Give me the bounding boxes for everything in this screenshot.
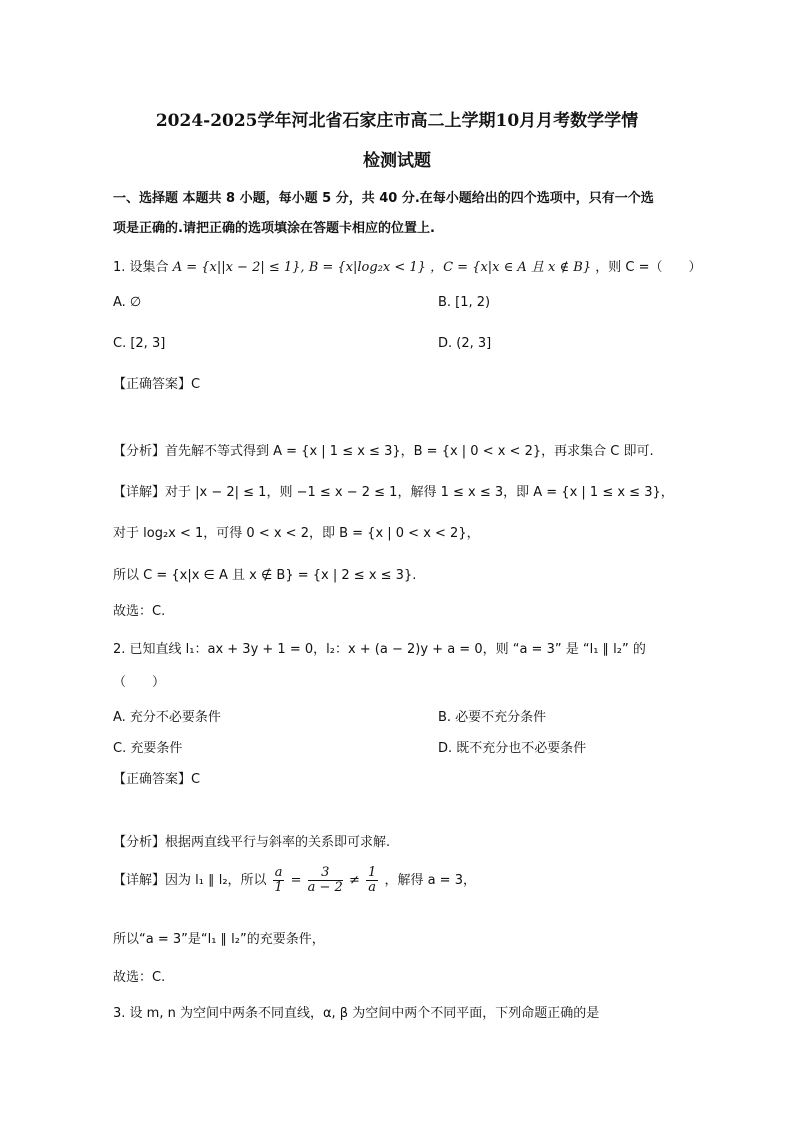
question-1-option-c: C. [2, 3] (113, 336, 166, 351)
fraction-denominator: a − 2 (307, 880, 343, 895)
question-2-option-a: A. 充分不必要条件 (113, 710, 221, 725)
detail-1-suffix: ，解得 a = 3， (384, 873, 476, 888)
question-1-option-d: D. (2, 3] (438, 336, 492, 351)
fraction-numerator: 3 (308, 866, 343, 881)
question-3-stem: 3. 设 m, n 为空间中两条不同直线，α, β 为空间中两个不同平面，下列命题正确的是 (113, 1006, 600, 1021)
question-1-set-c: ，C = {x|x ∈ A 且 x ∉ B} (430, 260, 592, 275)
question-1-conclusion: 故选：C. (113, 604, 166, 619)
fraction-numerator: 1 (368, 865, 377, 880)
page-title-line1: 2024-2025学年河北省石家庄市高二上学期10月月考数学学情 (155, 111, 639, 131)
equals-sign: = (290, 873, 302, 888)
question-1-option-a: A. ∅ (113, 295, 142, 310)
fraction-denominator: 1 (274, 880, 283, 895)
question-1-detail-2: 对于 log₂x < 1，可得 0 < x < 2，即 B = {x | 0 < x < 2}， (113, 526, 480, 541)
section-heading-cont: 项是正确的.请把正确的选项填涂在答题卡相应的位置上. (113, 221, 435, 236)
question-1-sets-ab: A = {x||x − 2| ≤ 1}, B = {x|log₂x < 1} (172, 260, 426, 275)
fraction-a-over-1 (273, 866, 285, 895)
fraction-numerator: a (274, 865, 283, 880)
fraction-1-over-a (366, 866, 378, 895)
question-1-answer: 【正确答案】C (113, 377, 201, 392)
question-1-detail-3: 所以 C = {x|x ∈ A 且 x ∉ B} = {x | 2 ≤ x ≤ 3}. (113, 568, 417, 583)
question-2-stem-cont: （ ） (113, 675, 166, 690)
question-2-analysis: 【分析】根据两直线平行与斜率的关系即可求解. (113, 835, 391, 850)
question-2-conclusion: 故选：C. (113, 970, 166, 985)
section-heading: 一、选择题 本题共 8 小题，每小题 5 分，共 40 分.在每小题给出的四个选项中，只有一个选 (113, 191, 654, 206)
fraction-denominator: a (368, 880, 377, 895)
question-2-answer: 【正确答案】C (113, 772, 201, 787)
question-1-suffix: ，则 C =（ ） (595, 260, 702, 275)
question-2-detail-1 (113, 866, 476, 895)
question-1-detail-1: 【详解】对于 |x − 2| ≤ 1，则 −1 ≤ x − 2 ≤ 1，解得 1 ≤ x ≤ 3，即 A = {x | 1 ≤ x ≤ 3}， (113, 485, 674, 500)
detail-1-prefix: 【详解】因为 l₁ ∥ l₂，所以 (113, 873, 267, 888)
fraction-3-over-a-minus-2 (308, 866, 343, 895)
question-1-analysis: 【分析】首先解不等式得到 A = {x | 1 ≤ x ≤ 3}，B = {x | 0 < x < 2}，再求集合 C 即可. (113, 444, 654, 459)
not-equal-sign: ≠ (348, 873, 360, 888)
question-2-detail-2: 所以“a = 3”是“l₁ ∥ l₂”的充要条件， (113, 932, 325, 947)
page-title-line2: 检测试题 (363, 151, 431, 171)
question-1-stem (113, 256, 702, 275)
question-1-option-b: B. [1, 2) (438, 295, 491, 310)
question-2-stem: 2. 已知直线 l₁：ax + 3y + 1 = 0，l₂：x + (a − 2)y + a = 0，则 “a = 3” 是 “l₁ ∥ l₂” 的 (113, 642, 646, 657)
question-2-option-d: D. 既不充分也不必要条件 (438, 741, 587, 756)
question-2-option-c: C. 充要条件 (113, 741, 183, 756)
question-1-prefix: 1. 设集合 (113, 260, 169, 275)
question-2-option-b: B. 必要不充分条件 (438, 710, 547, 725)
